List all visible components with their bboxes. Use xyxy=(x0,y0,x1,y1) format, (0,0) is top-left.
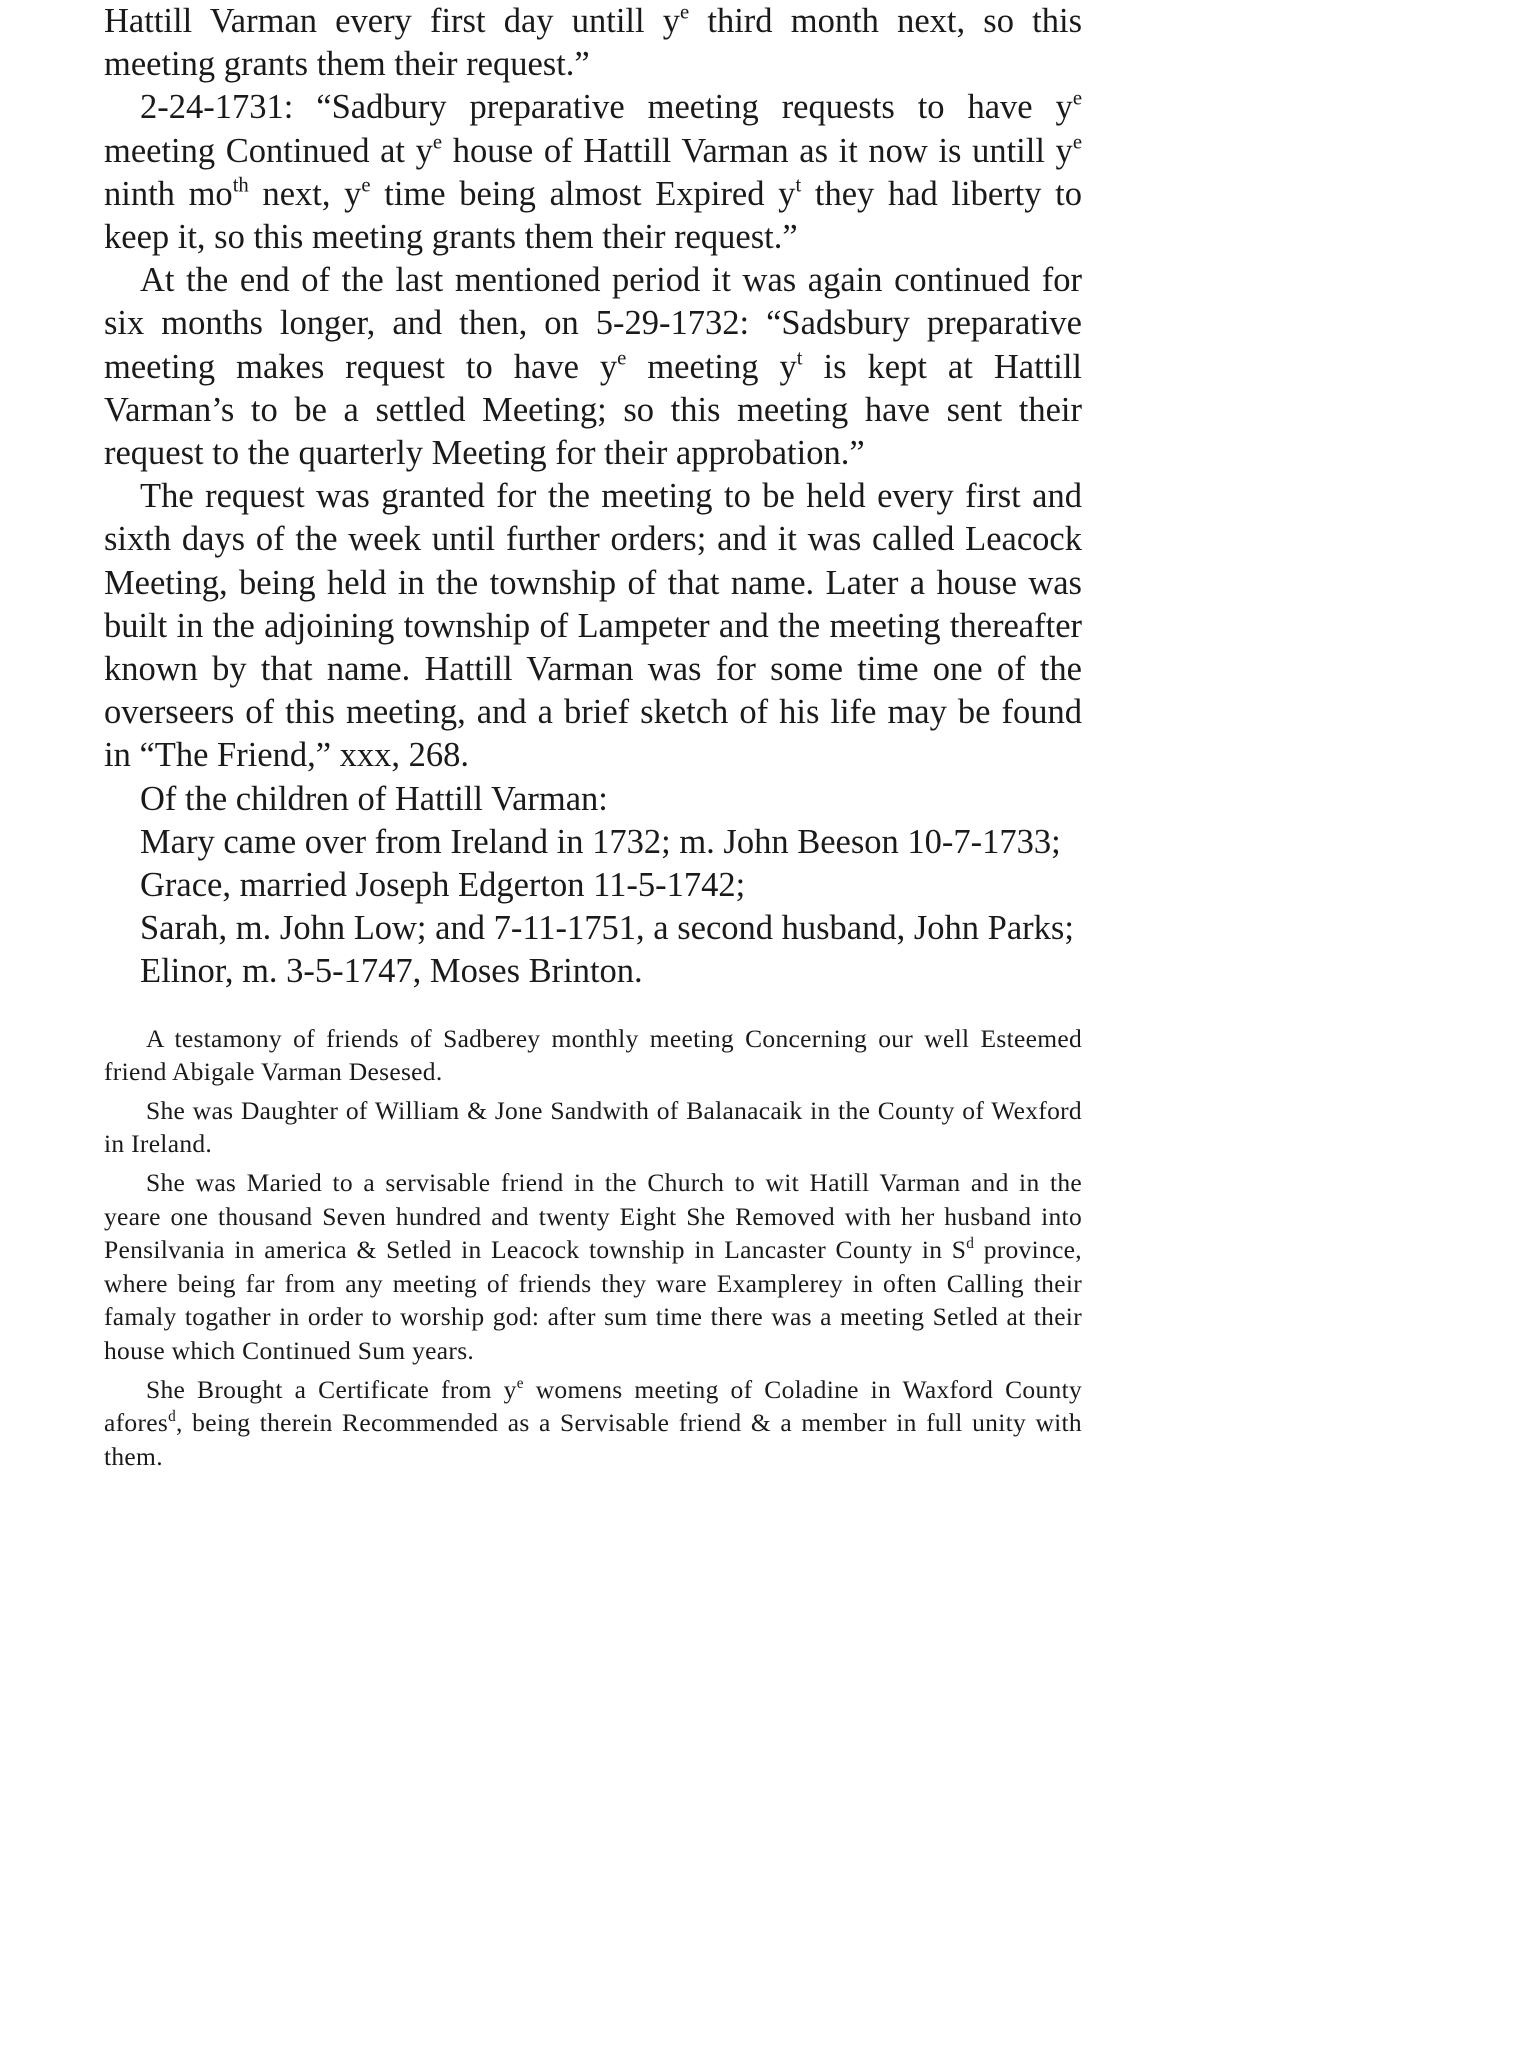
text-run: Hattill Varman every first day untill y xyxy=(104,2,681,40)
superscript: th xyxy=(232,174,249,197)
superscript: d xyxy=(966,1235,975,1253)
text-run: province, where being far from any meeting of friends they ware Examplerey in often Calling their famaly togather in order to worship god: after sum time there was a meeting Setled at their house which Continued Sum years. xyxy=(104,1235,1082,1366)
section-gap xyxy=(104,994,1082,1022)
testimony-paragraph-parentage: She was Daughter of William & Jone Sandwith of Balanacaik in the County of Wexford in Ireland. xyxy=(104,1095,1082,1159)
child-entry-grace: Grace, married Joseph Edgerton 11-5-1742; xyxy=(140,866,746,905)
superscript: e xyxy=(1072,131,1082,154)
text-run: third month next, so this meeting grants them their request.” xyxy=(104,2,1082,84)
superscript: e xyxy=(361,174,371,197)
child-entry-elinor: Elinor, m. 3-5-1747, Moses Brinton. xyxy=(140,952,643,991)
testimony-heading: A testamony of friends of Sadberey monthly meeting Concerning our well Esteemed friend Abigale Varman Desesed. xyxy=(104,1023,1082,1087)
text-run: house of Hattill Varman as it now is untill y xyxy=(442,131,1073,170)
superscript: e xyxy=(516,1374,524,1392)
text-run: At the end of the last mentioned period it was again continued for six months longer, and then, on 5-29-1732: “Sadsbury preparative meeting makes request to have y xyxy=(104,261,1082,386)
text-run: womens meeting of Coladine in Waxford County afores xyxy=(104,1374,1082,1438)
text-run: meeting y xyxy=(626,347,797,386)
document-page xyxy=(104,0,1082,1473)
paragraph-minute-1731 xyxy=(104,86,1082,259)
paragraph-minute-1732 xyxy=(104,259,1082,475)
testimony-paragraph-marriage xyxy=(104,1166,1082,1368)
child-entry-sarah: Sarah, m. John Low; and 7-11-1751, a second husband, John Parks; xyxy=(140,909,1074,948)
superscript: e xyxy=(1072,87,1082,110)
child-entry-mary: Mary came over from Ireland in 1732; m. John Beeson 10-7-1733; xyxy=(140,822,1061,861)
text-run: , being therein Recommended as a Servisable friend & a member in full unity with them. xyxy=(104,1408,1082,1471)
text-run: 2-24-1731: “Sadbury preparative meeting requests to have y xyxy=(140,88,1073,127)
paragraph-continuation xyxy=(104,0,1082,86)
testimony-section xyxy=(104,1022,1082,1474)
superscript: d xyxy=(168,1408,177,1426)
text-run: She was Maried to a servisable friend in the Church to wit Hatill Varman and in the yeare one thousand Seven hundred and twenty Eight She Removed with her husband into Pensilvania in america & Setled in Leacock township in Lancaster County in S xyxy=(104,1168,1082,1265)
text-run: time being almost Expired y xyxy=(370,174,796,213)
main-text xyxy=(104,0,1082,994)
text-run: meeting Continued at y xyxy=(104,131,433,170)
text-run: She Brought a Certificate from y xyxy=(146,1374,517,1404)
testimony-paragraph-certificate xyxy=(104,1373,1082,1474)
children-intro: Of the children of Hattill Varman: xyxy=(140,779,608,818)
superscript: t xyxy=(795,174,802,197)
superscript: e xyxy=(432,131,443,154)
text-run: they had liberty to keep it, so this meeting grants them their request.” xyxy=(104,174,1083,257)
text-run: next, y xyxy=(248,174,362,213)
text-run: is kept at Hattill Varman’s to be a settled Meeting; so this meeting have sent their request to the quarterly Meeting for their approbation.” xyxy=(104,347,1082,473)
paragraph-leacock-meeting: The request was granted for the meeting to be held every first and sixth days of the week until further orders; and it was called Leacock Meeting, being held in the township of that name. Later a house was built in the adjoining township of Lampeter and the meeting thereafter known by that name. Hattill Varman was for some time one of the overseers of this meeting, and a brief sketch of his life may be found in “The Friend,” xxx, 268. xyxy=(104,477,1082,775)
text-run: ninth mo xyxy=(104,174,233,213)
superscript: e xyxy=(680,1,690,24)
superscript: t xyxy=(796,347,803,370)
superscript: e xyxy=(617,347,627,370)
